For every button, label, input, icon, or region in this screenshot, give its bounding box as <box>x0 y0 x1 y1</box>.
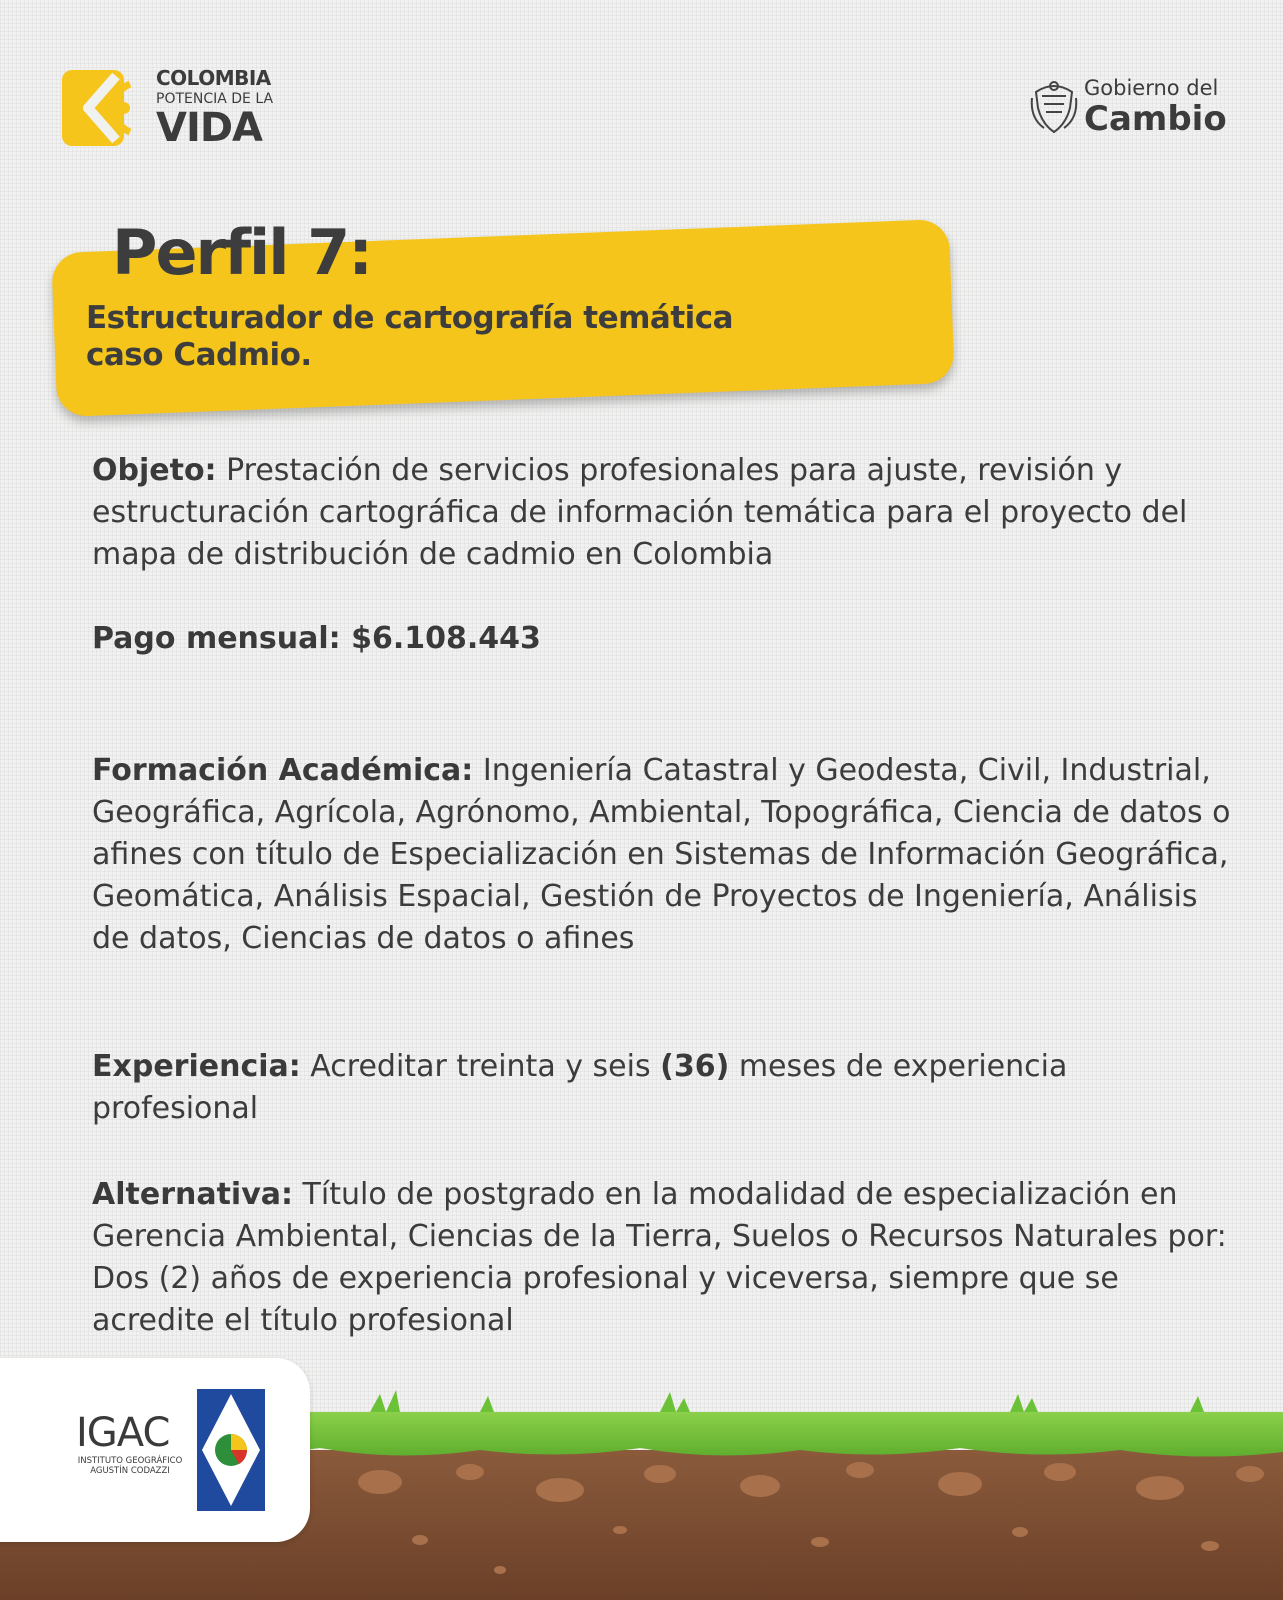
igac-logo-card <box>0 1358 310 1542</box>
page-subtitle <box>86 300 846 374</box>
escudo-icon <box>1030 78 1078 136</box>
experiencia-bold-value: (36) <box>660 1049 730 1084</box>
formacion-paragraph <box>92 750 1242 960</box>
experiencia-label: Experiencia: <box>92 1049 301 1084</box>
igac-subtitle <box>74 1456 186 1476</box>
formacion-text: Ingeniería Catastral y Geodesta, Civil, Industrial, Geográfica, Agrícola, Agrónomo, Ambiental, Topográfica, Ciencia de datos o afines con título de Especialización en Sistemas de Información Geográfica, Geomática, Análisis Espacial, Gestión de Proyectos de Ingeniería, Análisis de datos, Ciencias de datos o afines <box>92 753 1231 956</box>
experiencia-text-before: Acreditar treinta y seis <box>300 1049 661 1084</box>
brand-line3: VIDA <box>156 105 262 151</box>
colombia-potencia-logo-icon <box>62 66 152 150</box>
pago-value: $6.108.443 <box>340 621 541 656</box>
alternativa-text: Título de postgrado en la modalidad de especialización en Gerencia Ambiental, Ciencias de la Tierra, Suelos o Recursos Naturales por: Dos (2) años de experiencia profesional y viceversa, siempre que se acredite el título profesional <box>92 1177 1227 1338</box>
pago-label: Pago mensual: <box>92 621 341 656</box>
objeto-label: Objeto: <box>92 453 217 488</box>
pago-paragraph <box>92 618 1242 660</box>
experiencia-paragraph <box>92 1046 1242 1130</box>
alternativa-label: Alternativa: <box>92 1177 294 1212</box>
subtitle-line1: Estructurador de cartografía temática <box>86 300 734 336</box>
igac-emblem-icon <box>196 1388 266 1512</box>
gobierno-line2: Cambio <box>1084 99 1227 139</box>
brand-line2: POTENCIA DE LA <box>156 91 274 107</box>
igac-sub2: AGUSTÍN CODAZZI <box>90 1466 170 1477</box>
gobierno-cambio-logo <box>1030 78 1230 142</box>
igac-sub1: INSTITUTO GEOGRÁFICO <box>77 1456 183 1466</box>
colombia-potencia-logo <box>62 66 282 156</box>
brand-line1: COLOMBIA <box>156 66 271 90</box>
formacion-label: Formación Académica: <box>92 753 474 788</box>
gobierno-line1: Gobierno del <box>1084 76 1219 100</box>
alternativa-paragraph <box>92 1174 1242 1342</box>
objeto-paragraph <box>92 450 1242 576</box>
objeto-text: Prestación de servicios profesionales para ajuste, revisión y estructuración cartográfica de información temática para el proyecto del mapa de distribución de cadmio en Colombia <box>92 453 1188 572</box>
experiencia-text-after: meses de experiencia profesional <box>92 1049 1068 1126</box>
page-title: Perfil 7: <box>112 216 372 289</box>
igac-name: IGAC <box>76 1410 170 1456</box>
subtitle-line2: caso Cadmio. <box>86 337 312 374</box>
